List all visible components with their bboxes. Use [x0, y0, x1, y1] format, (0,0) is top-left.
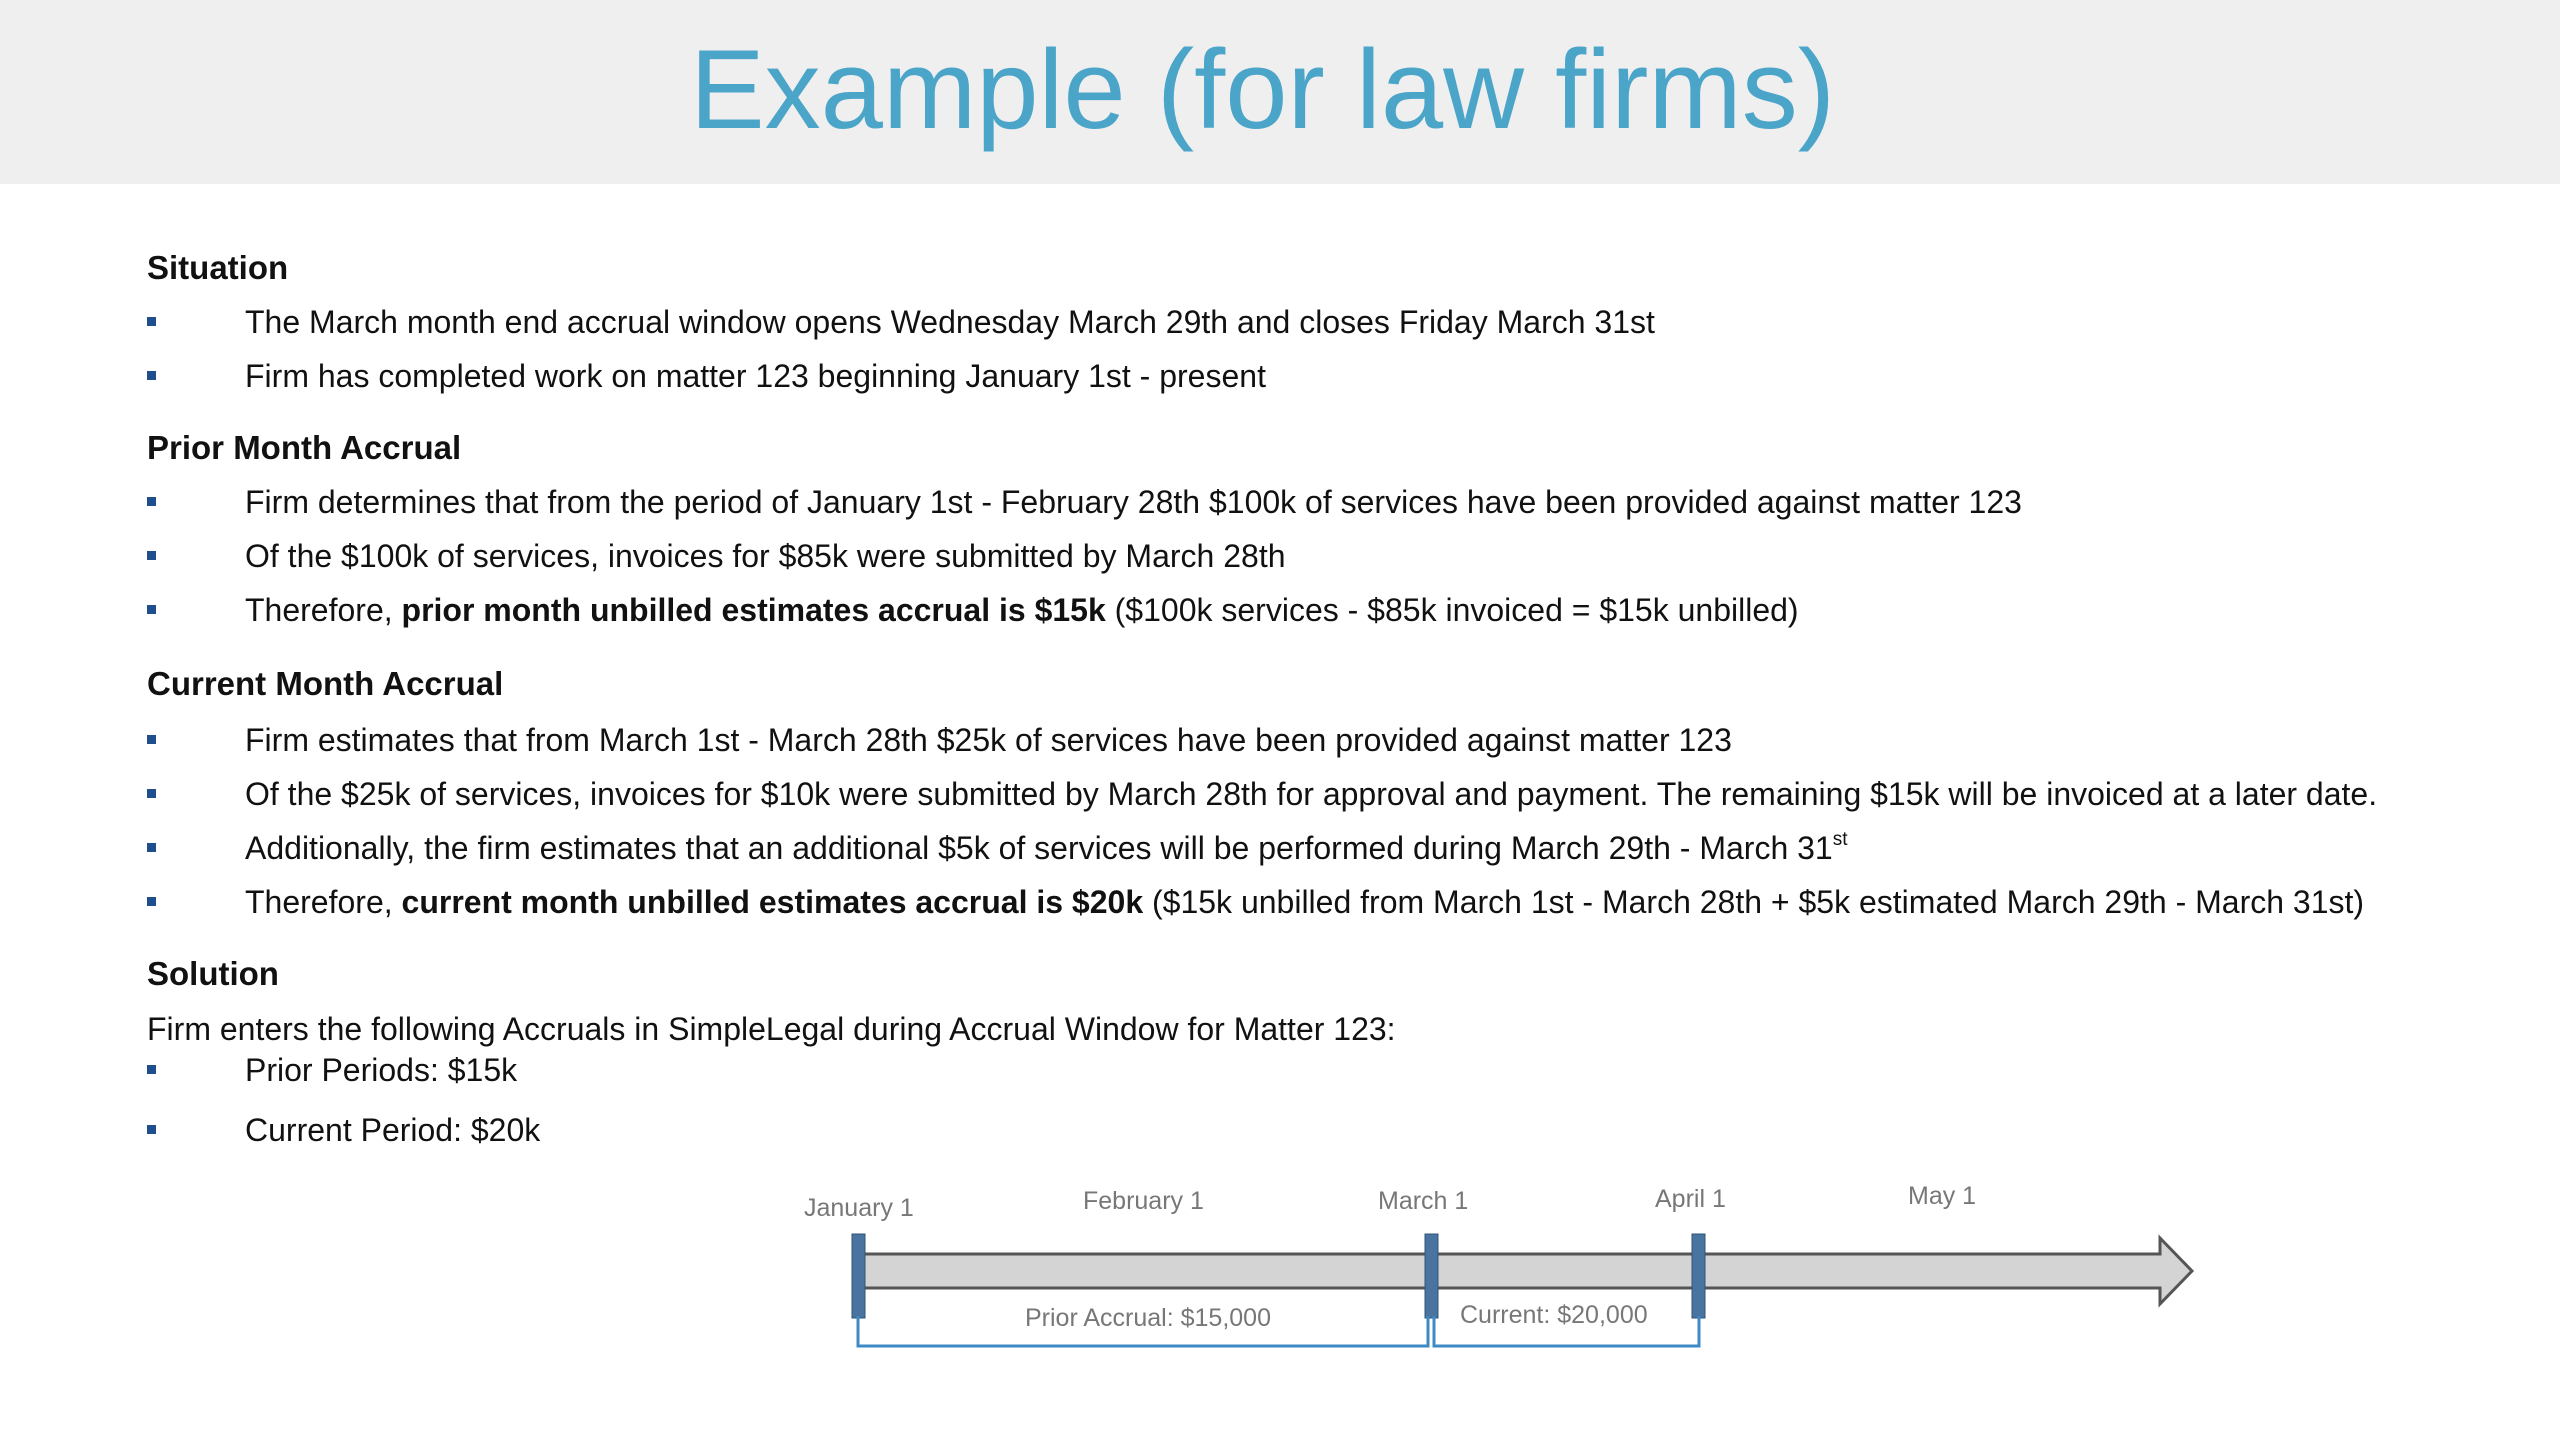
- prior-month-heading: Prior Month Accrual: [147, 429, 462, 466]
- prior-accrual-label: Prior Accrual: $15,000: [1025, 1304, 1271, 1332]
- bullet-text: Current Period: $20k: [245, 1112, 541, 1148]
- therefore-detail: ($100k services - $85k invoiced = $15k unbilled): [1105, 592, 1799, 628]
- slide-title: Example (for law firms): [689, 27, 1836, 152]
- bullet-text: Firm has completed work on matter 123 beginning January 1st - present: [245, 358, 1266, 394]
- additional-text: Additionally, the firm estimates that an additional $5k of services will be performed during March 29th - March 31: [245, 830, 1833, 866]
- bullet-text: Firm estimates that from March 1st - March 28th $25k of services have been provided against matter 123: [245, 722, 1732, 758]
- date-label: February 1: [1083, 1187, 1204, 1215]
- therefore-prefix: Therefore,: [245, 592, 402, 628]
- solution-heading: Solution: [147, 955, 279, 992]
- bullet-text: Of the $25k of services, invoices for $10k were submitted by March 28th for approval and payment. The remaining $15k will be invoiced at a later date.: [245, 776, 2378, 812]
- date-label: January 1: [804, 1194, 914, 1222]
- date-label: May 1: [1908, 1182, 1977, 1210]
- bullet-text: Prior Periods: $15k: [245, 1052, 518, 1088]
- timeline-arrow: [858, 1238, 2192, 1304]
- situation-heading: Situation: [147, 249, 289, 286]
- prior-accrual-conclusion: prior month unbilled estimates accrual is $15k: [401, 592, 1106, 628]
- therefore-prefix: Therefore,: [245, 884, 402, 920]
- bullet-text: Of the $100k of services, invoices for $85k were submitted by March 28th: [245, 538, 1286, 574]
- marker-january: [852, 1234, 865, 1318]
- current-accrual-label: Current: $20,000: [1460, 1301, 1648, 1329]
- therefore-detail: ($15k unbilled from March 1st - March 28th + $5k estimated March 29th - March 31st): [1143, 884, 2365, 920]
- bullet-text: The March month end accrual window opens Wednesday March 29th and closes Friday March 31st: [245, 304, 1655, 340]
- current-month-heading: Current Month Accrual: [147, 665, 504, 702]
- bullet-text: Firm determines that from the period of January 1st - February 28th $100k of services have been provided against matter 123: [245, 484, 2022, 520]
- solution-intro: Firm enters the following Accruals in SimpleLegal during Accrual Window for Matter 123:: [147, 1011, 1396, 1047]
- date-label: April 1: [1655, 1185, 1726, 1213]
- marker-april: [1692, 1234, 1705, 1318]
- date-label: March 1: [1378, 1187, 1469, 1215]
- current-accrual-conclusion: current month unbilled estimates accrual is $20k: [401, 884, 1144, 920]
- marker-march: [1425, 1234, 1438, 1318]
- ordinal-superscript: st: [1832, 829, 1848, 850]
